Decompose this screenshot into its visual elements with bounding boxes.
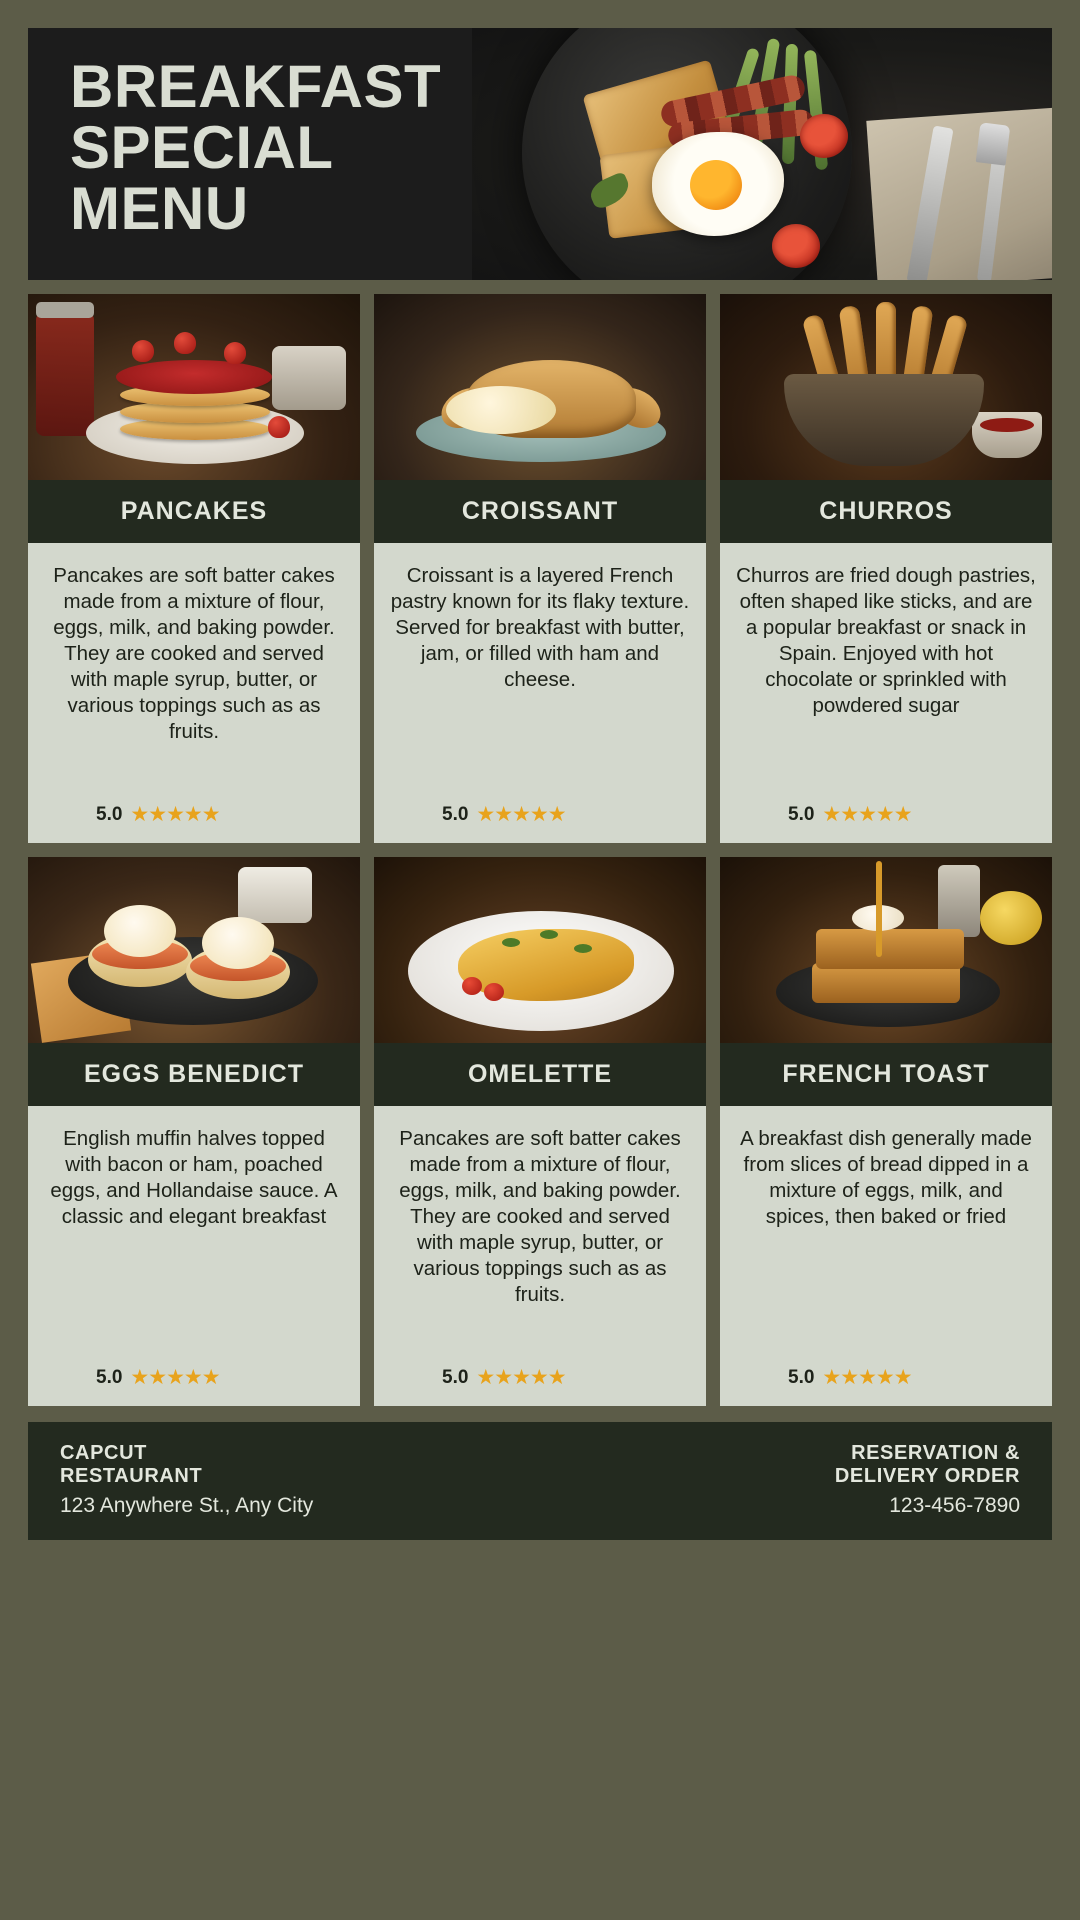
herb-garnish — [540, 930, 558, 939]
strawberry — [224, 342, 246, 364]
breakfast-plate-photo — [472, 28, 1052, 280]
napkin — [866, 108, 1052, 280]
syrup-drizzle — [876, 861, 882, 957]
fork-head — [976, 122, 1011, 165]
strawberry — [174, 332, 196, 354]
jar-lid — [36, 302, 94, 318]
menu-header — [28, 28, 1052, 280]
herb-garnish — [502, 938, 520, 947]
star-icons: ★★★★★ — [130, 1366, 220, 1389]
rating-value: 5.0 — [442, 1366, 469, 1388]
eggs-benedict-photo — [28, 857, 360, 1043]
menu-item-title: CROISSANT — [374, 480, 706, 543]
rating-value: 5.0 — [788, 1366, 815, 1388]
rating — [44, 802, 344, 827]
rating — [44, 1365, 344, 1390]
phone-number[interactable]: 123-456-7890 — [889, 1494, 1020, 1517]
menu-grid-row-2 — [28, 857, 1052, 1406]
tomato — [484, 983, 504, 1001]
star-icons: ★★★★★ — [476, 803, 566, 826]
menu-item-card[interactable] — [28, 294, 360, 843]
menu-item-description: Pancakes are soft batter cakes made from a mixture of flour, eggs, milk, and baking powder. They are cooked and served with maple syrup, butter, or various toppings such as as fruits. — [399, 1127, 681, 1307]
restaurant-address: 123 Anywhere St., Any City — [60, 1494, 314, 1517]
menu-item-card[interactable] — [720, 294, 1052, 843]
menu-item-title: EGGS BENEDICT — [28, 1043, 360, 1106]
menu-item-title: FRENCH TOAST — [720, 1043, 1052, 1106]
menu-item-description: Churros are fried dough pastries, often shaped like sticks, and are a popular breakfast or snack in Spain. Enjoyed with hot chocolate or sprinkled with powdered sugar — [736, 564, 1036, 718]
sugar-shaker — [938, 865, 980, 937]
menu-item-body — [720, 543, 1052, 843]
croissant-photo — [374, 294, 706, 480]
churros-photo — [720, 294, 1052, 480]
rating-value: 5.0 — [96, 803, 123, 825]
tomato — [772, 224, 820, 268]
page-title: BREAKFAST SPECIAL MENU — [70, 53, 442, 243]
menu-item-body — [720, 1106, 1052, 1406]
poached-egg — [202, 917, 274, 969]
menu-item-card[interactable] — [374, 857, 706, 1406]
rating-value: 5.0 — [96, 1366, 123, 1388]
rating — [390, 802, 690, 827]
lemon-slice — [980, 891, 1042, 945]
menu-item-body — [28, 543, 360, 843]
menu-item-description: English muffin halves topped with bacon or ham, poached eggs, and Hollandaise sauce. A classic and elegant breakfast — [50, 1127, 338, 1229]
rating — [736, 802, 1036, 827]
strawberry — [268, 416, 290, 438]
poached-egg — [104, 905, 176, 957]
footer-contact-block — [835, 1442, 1020, 1518]
strawberry-sauce — [116, 360, 272, 394]
menu-item-card[interactable] — [374, 294, 706, 843]
menu-item-title: CHURROS — [720, 480, 1052, 543]
reservation-heading: RESERVATION & DELIVERY ORDER — [834, 1442, 1020, 1487]
toast-slice — [812, 963, 960, 1003]
star-icons: ★★★★★ — [476, 1366, 566, 1389]
pancakes-photo — [28, 294, 360, 480]
menu-item-description: Croissant is a layered French pastry known for its flaky texture. Served for breakfast with butter, jam, or filled with ham and cheese. — [390, 564, 690, 692]
menu-item-card[interactable] — [28, 857, 360, 1406]
ramekin — [238, 867, 312, 923]
restaurant-name: CAPCUT RESTAURANT — [60, 1442, 203, 1487]
tomato — [462, 977, 482, 995]
egg-yolk — [690, 160, 742, 210]
footer-brand-block — [60, 1442, 313, 1518]
menu-grid-row-1 — [28, 294, 1052, 843]
menu-item-body — [374, 543, 706, 843]
rating-value: 5.0 — [442, 803, 469, 825]
menu-footer — [28, 1422, 1052, 1540]
menu-item-body — [28, 1106, 360, 1406]
menu-item-body — [374, 1106, 706, 1406]
rating-value: 5.0 — [788, 803, 815, 825]
syrup-jar — [36, 312, 94, 436]
tomato — [800, 114, 848, 158]
star-icons: ★★★★★ — [822, 803, 912, 826]
menu-item-description: A breakfast dish generally made from slices of bread dipped in a mixture of eggs, milk, and spices, then baked or fried — [740, 1127, 1032, 1229]
strawberry — [132, 340, 154, 362]
star-icons: ★★★★★ — [822, 1366, 912, 1389]
toast-slice — [816, 929, 964, 969]
menu-item-title: OMELETTE — [374, 1043, 706, 1106]
rating — [390, 1365, 690, 1390]
menu-item-card[interactable] — [720, 857, 1052, 1406]
menu-item-description: Pancakes are soft batter cakes made from a mixture of flour, eggs, milk, and baking powder. They are cooked and served with maple syrup, butter, or various toppings such as as fruits. — [53, 564, 335, 744]
side-bowl — [272, 346, 346, 410]
star-icons: ★★★★★ — [130, 803, 220, 826]
rating — [736, 1365, 1036, 1390]
serving-bowl — [784, 374, 984, 466]
french-toast-photo — [720, 857, 1052, 1043]
menu-item-title: PANCAKES — [28, 480, 360, 543]
herb-garnish — [574, 944, 592, 953]
omelette-photo — [374, 857, 706, 1043]
chocolate-sauce — [980, 418, 1034, 432]
cream-filling — [446, 386, 556, 434]
